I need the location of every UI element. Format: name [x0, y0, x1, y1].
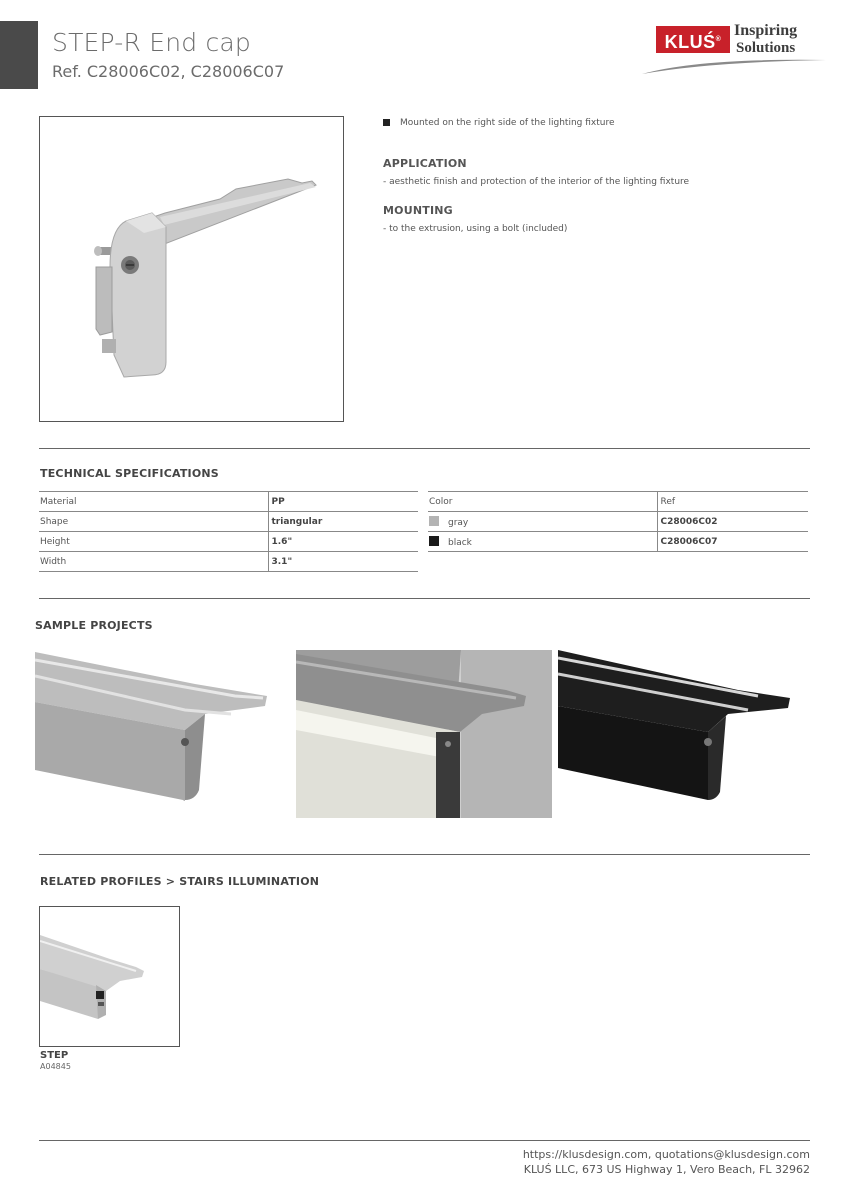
page-subtitle: Ref. C28006C02, C28006C07 [52, 62, 285, 81]
color-table [428, 491, 808, 552]
footer-contact[interactable]: https://klusdesign.com, quotations@klusdesign.com [522, 1148, 810, 1161]
sample-project-installed [296, 650, 552, 818]
logo-tagline-1: Inspiring [734, 22, 798, 39]
color-table-header: Color Ref [428, 492, 808, 512]
color-row-gray: gray C28006C02 [428, 512, 808, 532]
related-profile-code: A04845 [40, 1062, 71, 1071]
logo-tagline-2: Solutions [736, 40, 796, 56]
mounting-text: - to the extrusion, using a bolt (included) [383, 224, 568, 234]
logo-swoosh [640, 56, 830, 76]
brand-logo [640, 20, 830, 80]
footer-address: KLUŚ LLC, 673 US Highway 1, Vero Beach, FL 32962 [523, 1163, 810, 1176]
spec-row-shape: Shape triangular [39, 512, 418, 532]
related-profile-name[interactable]: STEP [40, 1050, 69, 1061]
sample-projects-heading: SAMPLE PROJECTS [35, 619, 153, 632]
divider [39, 854, 810, 855]
tech-specs-heading: TECHNICAL SPECIFICATIONS [40, 467, 219, 480]
spec-table [39, 491, 418, 572]
color-row-black: black C28006C07 [428, 532, 808, 552]
application-heading: APPLICATION [383, 157, 467, 170]
end-cap-illustration [40, 117, 343, 421]
logo-mark: KLUŚ® [656, 26, 730, 53]
divider [39, 598, 810, 599]
corner-block [0, 21, 38, 89]
spec-row-height: Height 1.6" [39, 532, 418, 552]
sample-project-gray [35, 650, 275, 818]
black-swatch [429, 536, 439, 546]
divider [39, 1140, 810, 1141]
spec-row-width: Width 3.1" [39, 552, 418, 572]
divider [39, 448, 810, 449]
bullet-square-icon [383, 119, 390, 126]
product-image [39, 116, 344, 422]
application-text: - aesthetic finish and protection of the interior of the lighting fixture [383, 177, 690, 187]
gray-swatch [429, 516, 439, 526]
spec-row-material: Material PP [39, 492, 418, 512]
page-title: STEP-R End cap [52, 28, 251, 57]
sample-project-black [558, 650, 798, 818]
related-profiles-heading: RELATED PROFILES > STAIRS ILLUMINATION [40, 875, 320, 888]
related-profile-image[interactable] [39, 906, 180, 1047]
feature-bullet: Mounted on the right side of the lighting fixture [383, 118, 615, 128]
mounting-heading: MOUNTING [383, 204, 453, 217]
